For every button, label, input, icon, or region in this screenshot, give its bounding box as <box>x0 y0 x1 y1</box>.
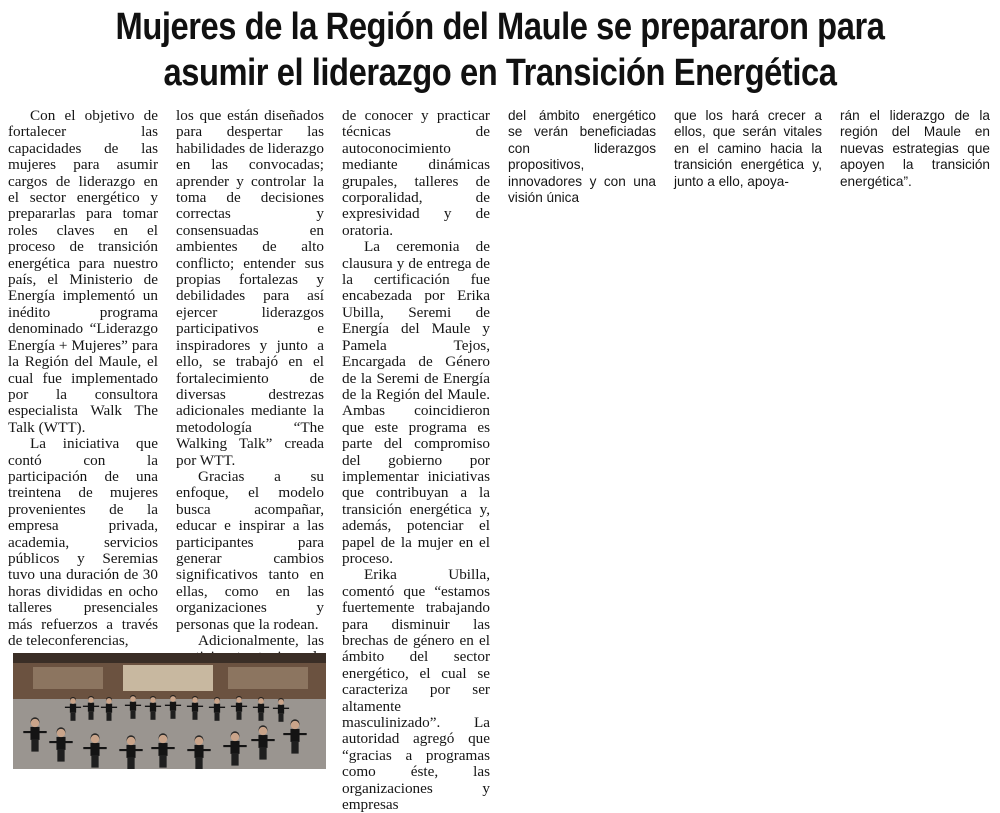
paragraph: rán el liderazgo de la región del Maule en nuevas estrategias que apoyen la transición energética”. <box>840 108 990 189</box>
article-column-1 <box>8 108 158 649</box>
paragraph: que los hará crecer a ellos, que serán vitales en el camino hacia la transición energética y, junto a ello, apoya- <box>674 108 822 189</box>
article-column-6 <box>840 108 990 190</box>
paragraph: Erika Ubilla, comentó que “estamos fuertemente trabajando para disminuir las brechas de género en el ámbito del sector energético, el cual se caracteriza por ser altamente masculinizado”. La autoridad agregó que “gracias a programas como éste, las organizaciones y empresas <box>342 566 490 813</box>
paragraph: La ceremonia de clausura y de entrega de la certificación fue encabezada por Erika Ubilla, Seremi de Energía del Maule y Pamela Tejos, Encargada de Género de la Seremi de Energía de la Región del Maule. Ambas coincidieron que este programa es parte del compromiso del gobierno por implementar iniciativas que contribuyan a la transición energética y, además, potenciar el papel de la mujer en el proceso. <box>342 238 490 567</box>
paragraph: los que están diseñados para despertar las habilidades de liderazgo en las convocadas; aprender y controlar la toma de decisiones correctas y consensuadas en ambientes de alto conflicto; entender sus propias fortalezas y debilidades para así ejercer liderazgos participativos e inspiradores y junto a ello, se trabajó en el fortalecimiento de diversas destrezas adicionales mediante la metodología “The Walking Talk” creada por WTT. <box>176 107 324 469</box>
workshop-photo-illustration <box>13 653 326 769</box>
article-column-3 <box>342 108 490 813</box>
photo-wall-panel <box>33 667 103 689</box>
paragraph: de conocer y practicar técnicas de autoconocimiento mediante dinámicas grupales, talleres de corporalidad, de expresividad y de oratoria. <box>342 107 490 239</box>
photo-wall-panel <box>228 667 308 689</box>
headline-line-1: Mujeres de la Región del Maule se prepararon para <box>115 6 885 48</box>
article-column-2 <box>176 108 324 682</box>
photo-screen <box>123 665 213 691</box>
article-column-5 <box>674 108 822 190</box>
paragraph: La iniciativa que contó con la participación de una treintena de mujeres provenientes de la empresa privada, academia, servicios públicos y Seremias tuvo una duración de 30 horas divididas en ocho talleres presenciales más refuerzos a través de teleconferencias, <box>8 435 158 649</box>
workshop-photo <box>13 653 326 769</box>
article-column-4 <box>508 108 656 206</box>
paragraph: Adicionalmente, las <box>198 632 324 649</box>
paragraph: Con el objetivo de fortalecer las capacidades de las mujeres para asumir cargos de liderazgo en el sector energético y prepararlas para tomar roles claves en el proceso de transición energética para nuestro país, el Ministerio de Energía implementó un inédito programa denominado “Liderazgo Energía + Mujeres” para la Región del Maule, el cual fue implementado por la consultora especialista Walk The Talk (WTT). <box>8 107 158 436</box>
paragraph: del ámbito energético se verán beneficiadas con liderazgos propositivos, innovadores y con una visión única <box>508 108 656 206</box>
headline-line-2: asumir el liderazgo en Transición Energética <box>163 52 837 94</box>
article-headline <box>70 4 930 96</box>
paragraph: Gracias a su enfoque, el modelo busca acompañar, educar e inspirar a las participantes para generar cambios significativos tanto en ellas, como en las organizaciones y personas que la rodean. <box>176 467 324 633</box>
